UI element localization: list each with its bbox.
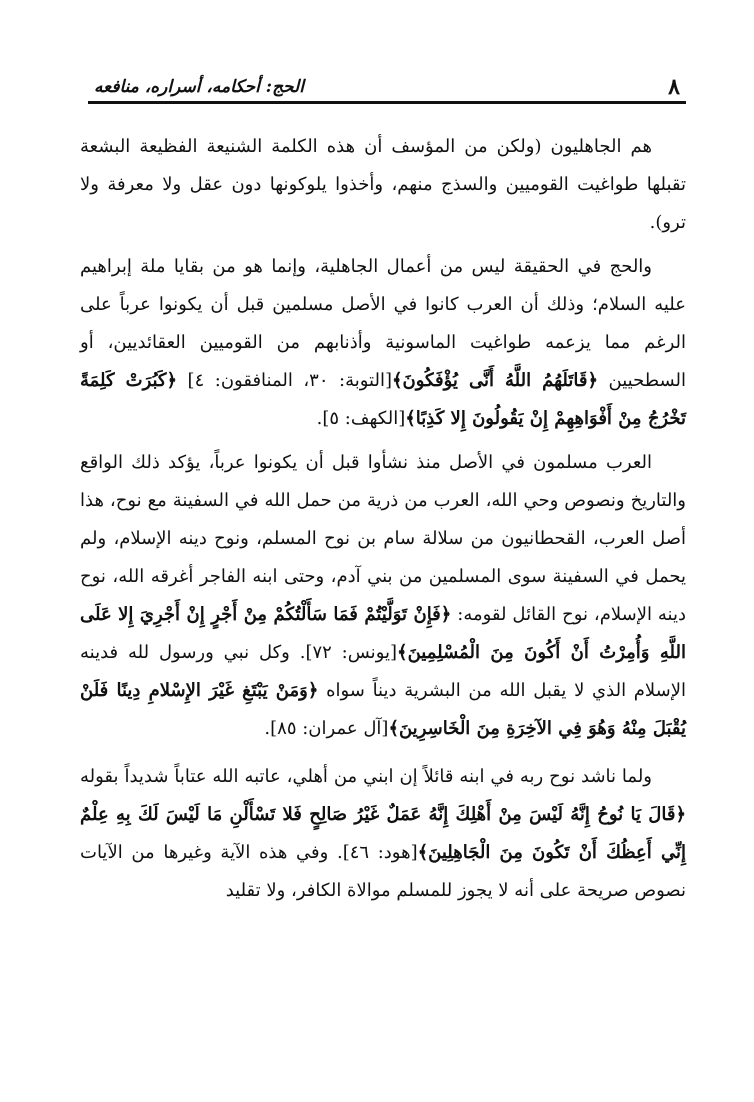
verse-reference: [آل عمران: ٨٥]. (264, 718, 389, 739)
quran-verse: ﴿وَمَنْ يَبْتَغِ غَيْرَ الإِسْلامِ دِينًا فَلَنْ يُقْبَلَ مِنْهُ وَهُوَ فِي الآخِرَةِ مِنَ الْخَاسِرِينَ﴾ (80, 680, 686, 739)
quran-verse: ﴿قَاتَلَهُمُ اللَّهُ أَنَّى يُؤْفَكُونَ﴾ (391, 370, 599, 391)
paragraph-3 (80, 444, 686, 748)
paragraph-1 (80, 128, 686, 242)
running-title: الحج: أحكامه، أسراره، منافعه (94, 77, 304, 97)
quran-verse: ﴿كَبُرَتْ كَلِمَةً تَخْرُجُ مِنْ أَفْوَاهِهِمْ إِنْ يَقُولُونَ إِلا كَذِبًا﴾ (80, 370, 686, 429)
verse-reference: [هود: ٤٦]. (328, 842, 418, 863)
paragraph-text: وفي هذه الآية وغيرها من الآيات نصوص صريحة على أنه لا يجوز للمسلم موالاة الكافر، ولا تقليد (80, 842, 686, 901)
quran-verse: ﴿قَالَ يَا نُوحُ إِنَّهُ لَيْسَ مِنْ أَهْلِكَ إِنَّهُ عَمَلٌ غَيْرُ صَالِحٍ فَلا تَسْأَلْنِ مَا لَيْسَ لَكَ بِهِ عِلْمٌ إِنِّي أَعِظُكَ أَنْ تَكُونَ مِنَ الْجَاهِلِينَ﴾ (80, 804, 687, 863)
paragraph-text: وكل نبي ورسول لله فدينه الإسلام الذي لا يقبل الله من البشرية ديناً سواه (80, 642, 686, 701)
paragraph-text: هم الجاهليون (ولكن من المؤسف أن هذه الكلمة الشنيعة الفظيعة البشعة تقبلها طواغيت القوميين والسذج منهم، وأخذوا يلوكونها دون عقل ولا معرفة ولا ترو). (80, 136, 686, 233)
paragraph-4 (80, 758, 686, 910)
verse-reference: [التوبة: ٣٠، المنافقون: ٤] (177, 370, 392, 391)
header-divider (88, 101, 686, 104)
main-text (80, 128, 686, 916)
quran-verse: ﴿فَإِنْ تَوَلَّيْتُمْ فَمَا سَأَلْتُكُمْ مِنْ أَجْرٍ إِنْ أَجْرِيَ إِلا عَلَى اللَّهِ وَأُمِرْتُ أَنْ أَكُونَ مِنَ الْمُسْلِمِينَ﴾ (80, 604, 686, 663)
verse-reference: [الكهف: ٥]. (316, 408, 406, 429)
page-number: ٨ (668, 74, 680, 100)
paragraph-text: والحج في الحقيقة ليس من أعمال الجاهلية، وإنما هو من بقايا ملة إبراهيم عليه السلام؛ وذلك أن العرب كانوا في الأصل مسلمين قبل أن يكونوا عرباً على الرغم مما يزعمه طواغيت الماسونية وأذنابهم من القوميين العقائديين، أو السطحيين (80, 256, 687, 391)
page-header (88, 70, 686, 100)
paragraph-2 (80, 248, 686, 438)
paragraph-text: ولما ناشد نوح ربه في ابنه قائلاً إن ابني من أهلي، عاتبه الله عتاباً شديداً بقوله (80, 766, 652, 787)
paragraph-text: العرب مسلمون في الأصل منذ نشأوا قبل أن يكونوا عرباً، يؤكد ذلك الواقع والتاريخ ونصوص وحي الله، العرب من ذرية من حمل الله في السفينة مع نوح، هذا أصل العرب، القحطانيون من سلالة سام بن نوح المسلم، ونوح دينه الإسلام، ولم يحمل في السفينة سوى المسلمين من بني آدم، وحتى ابنه الفاجر أغرقه الله، نوح دينه الإسلام، نوح القائل لقومه: (80, 452, 686, 625)
verse-reference: [يونس: ٧٢]. (289, 642, 398, 663)
